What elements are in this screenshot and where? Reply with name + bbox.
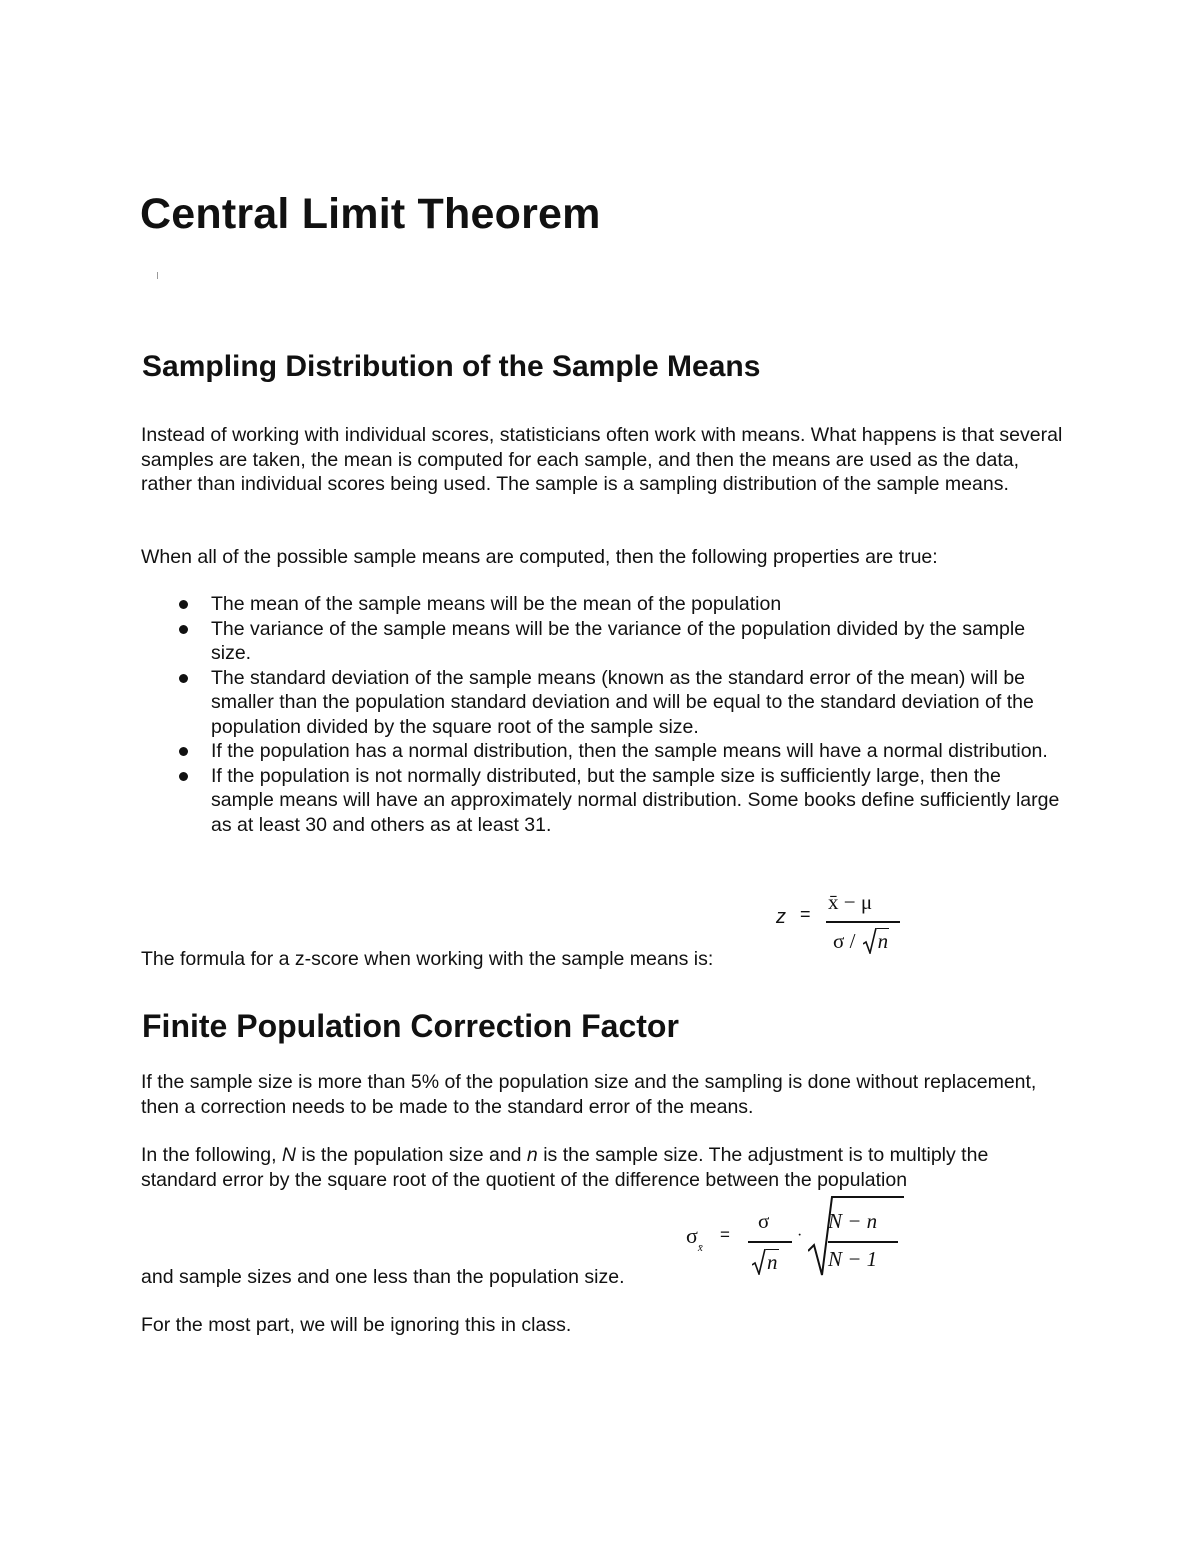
formula-numerator: x̄ − μ xyxy=(828,890,873,914)
list-item: The standard deviation of the sample means (known as the standard error of the mean) will be smaller than the population standard deviation and will be equal to the standard deviation of the population divided by the square root of the sample size. xyxy=(211,666,1061,740)
bullet-icon xyxy=(179,600,188,609)
section-heading-finite-population: Finite Population Correction Factor xyxy=(142,1008,679,1044)
stray-mark xyxy=(157,272,158,279)
fraction-bar xyxy=(826,921,900,923)
list-item: If the population has a normal distribution, then the sample means will have a normal distribution. xyxy=(211,739,1061,764)
paragraph-properties-intro: When all of the possible sample means are computed, then the following properties are true: xyxy=(141,546,938,568)
bullet-icon xyxy=(179,674,188,683)
fraction-bar xyxy=(748,1241,792,1243)
radical-numerator: N − n xyxy=(828,1209,878,1233)
multiply-dot: · xyxy=(797,1227,803,1244)
formula-lhs: $\sigma_{x̄}$ xyxy=(686,1223,703,1254)
bullet-icon xyxy=(179,747,188,756)
paragraph-fpc-definition: In the following, N is the population size and n is the sample size. The adjustment is to multiply the standard error by the square root of the quotient of the difference between the population xyxy=(141,1144,989,1191)
paragraph-intro: Instead of working with individual scores, statisticians often work with means. What happens is that several samples are taken, the mean is computed for each sample, and then the means are used as the data, rather than individual scores being used. The sample is a sampling distribution of the sample means. xyxy=(141,424,1063,495)
fraction-bar xyxy=(828,1241,898,1243)
list-item: If the population is not normally distributed, but the sample size is sufficiently large, then the sample means will have an approximately normal distribution. Some books define sufficiently large as at least 30 and others as at least 31. xyxy=(211,764,1061,838)
formula-denominator: σ / n xyxy=(833,929,889,953)
list-item: The mean of the sample means will be the mean of the population xyxy=(211,592,1061,617)
bullet-icon xyxy=(179,625,188,634)
paragraph-formula-intro: The formula for a z-score when working with the sample means is: xyxy=(141,948,714,970)
list-item: The variance of the sample means will be the variance of the population divided by the sample size. xyxy=(211,617,1061,666)
paragraph-closing-note: For the most part, we will be ignoring this in class. xyxy=(141,1314,572,1336)
paragraph-fpc-continued: and sample sizes and one less than the population size. xyxy=(141,1266,625,1288)
paragraph-fpc-condition: If the sample size is more than 5% of the population size and the sampling is done without replacement, then a correction needs to be made to the standard error of the means. xyxy=(141,1071,1037,1118)
section-heading-sampling-distribution: Sampling Distribution of the Sample Means xyxy=(142,350,761,383)
formula-equals: = xyxy=(800,904,811,924)
fraction-denominator: n xyxy=(752,1249,779,1275)
fraction-numerator: σ xyxy=(758,1209,770,1233)
properties-list xyxy=(211,592,1061,837)
page-title: Central Limit Theorem xyxy=(140,190,601,238)
radical-denominator: N − 1 xyxy=(828,1247,878,1271)
formula-equals: = xyxy=(720,1225,730,1244)
bullet-icon xyxy=(179,772,188,781)
formula-z: z xyxy=(776,906,786,928)
